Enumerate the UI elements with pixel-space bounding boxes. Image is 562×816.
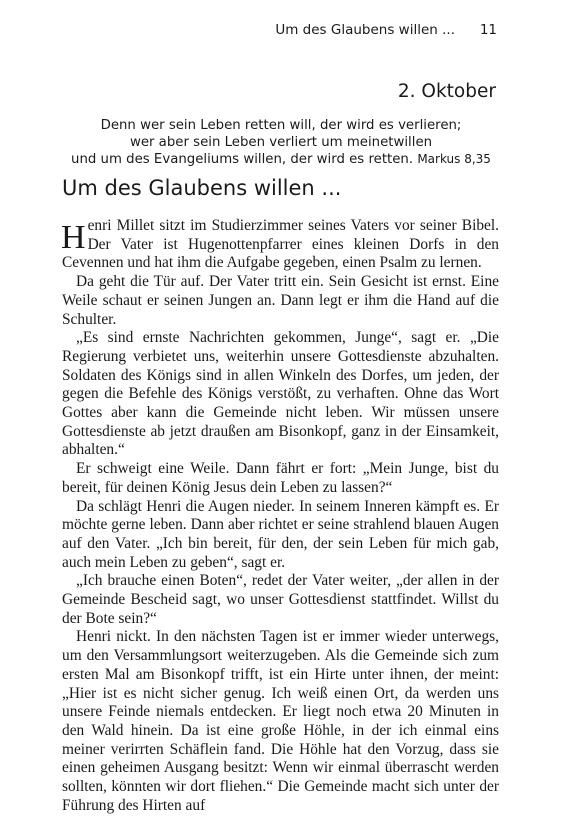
paragraph-5: Da schlägt Henri die Augen nieder. In seinem Inneren kämpft es. Er möchte gerne leben. Dann aber richtet er seine strahlend blauen Augen auf den Vater. „Ich bin bereit, für den, der sein Leben für mich gab, auch mein Leben zu geben“, sagt er. xyxy=(62,497,499,571)
verse-line-2: wer aber sein Leben verliert um meinetwillen xyxy=(129,135,433,150)
paragraph-1-text: enri Millet sitzt im Studierzimmer seines Vaters vor seiner Bibel. Der Vater ist Hugenottenpfarrer eines kleinen Dorfs in den Cevennen und hat ihm die Aufgabe gegeben, einen Psalm zu lernen. xyxy=(62,217,499,272)
story-title: Um des Glaubens willen ... xyxy=(62,176,342,200)
verse-line-1: Denn wer sein Leben retten will, der wird es verlieren; xyxy=(100,118,462,133)
paragraph-2: Da geht die Tür auf. Der Vater tritt ein. Sein Gesicht ist ernst. Eine Weile schaut er seinen Jungen an. Dann legt er ihm die Hand auf die Schulter. xyxy=(62,273,499,328)
story-body xyxy=(62,217,499,816)
running-header xyxy=(0,22,497,42)
paragraph-4: Er schweigt eine Weile. Dann fährt er fort: „Mein Junge, bist du bereit, für deinen König Jesus dein Leben zu lassen?“ xyxy=(62,460,499,496)
paragraph-3: „Es sind ernste Nachrichten gekommen, Junge“, sagt er. „Die Regierung verbietet uns, weiterhin unsere Gottesdienste abzuhalten. Soldaten des Königs sind in allen Winkeln des Dorfes, um jeden, der gegen die Befehle des Königs verstößt, zu verhaften. Ohne das Wort Gottes aber kann die Gemeinde nicht leben. Wir müssen unsere Gottesdienste ab jetzt draußen am Bisonkopf, ganz in der Einsamkeit, abhalten.“ xyxy=(62,329,499,459)
running-title: Um des Glaubens willen ... xyxy=(275,22,455,38)
paragraph-1 xyxy=(62,217,499,273)
paragraph-7: Henri nickt. In den nächsten Tagen ist er immer wieder unterwegs, um den Versammlungsort weiterzugeben. Als die Gemeinde sich zum ersten Mal am Bisonkopf trifft, ist ein Hirte unter ihnen, der meint: „Hier ist es nicht sicher genug. Ich weiß einen Ort, da werden uns unsere Feinde niemals entdecken. Er liegt noch etwa 20 Minuten in den Wald hinein. Da ist eine große Höhle, in der ich einmal eins meiner verirrten Schäflein fand. Die Höhle hat den Vorzug, dass sie einen geheimen Ausgang besitzt: Wenn wir einmal überrascht werden sollten, könnten wir dort fliehen.“ Die Gemeinde macht sich unter der Führung des Hirten auf xyxy=(62,628,499,814)
bible-verse xyxy=(60,117,502,168)
verse-reference: Markus 8,35 xyxy=(417,152,491,166)
paragraph-6: „Ich brauche einen Boten“, redet der Vater weiter, „der allen in der Gemeinde Bescheid sagt, wo unser Gottesdienst stattfindet. Willst du der Bote sein?“ xyxy=(62,572,499,627)
date-heading: 2. Oktober xyxy=(397,81,496,102)
verse-line-3 xyxy=(60,151,502,168)
page-number: 11 xyxy=(479,22,497,38)
drop-cap: H xyxy=(61,219,86,256)
verse-line-3-text: und um des Evangeliums willen, der wird es retten. xyxy=(71,152,414,167)
